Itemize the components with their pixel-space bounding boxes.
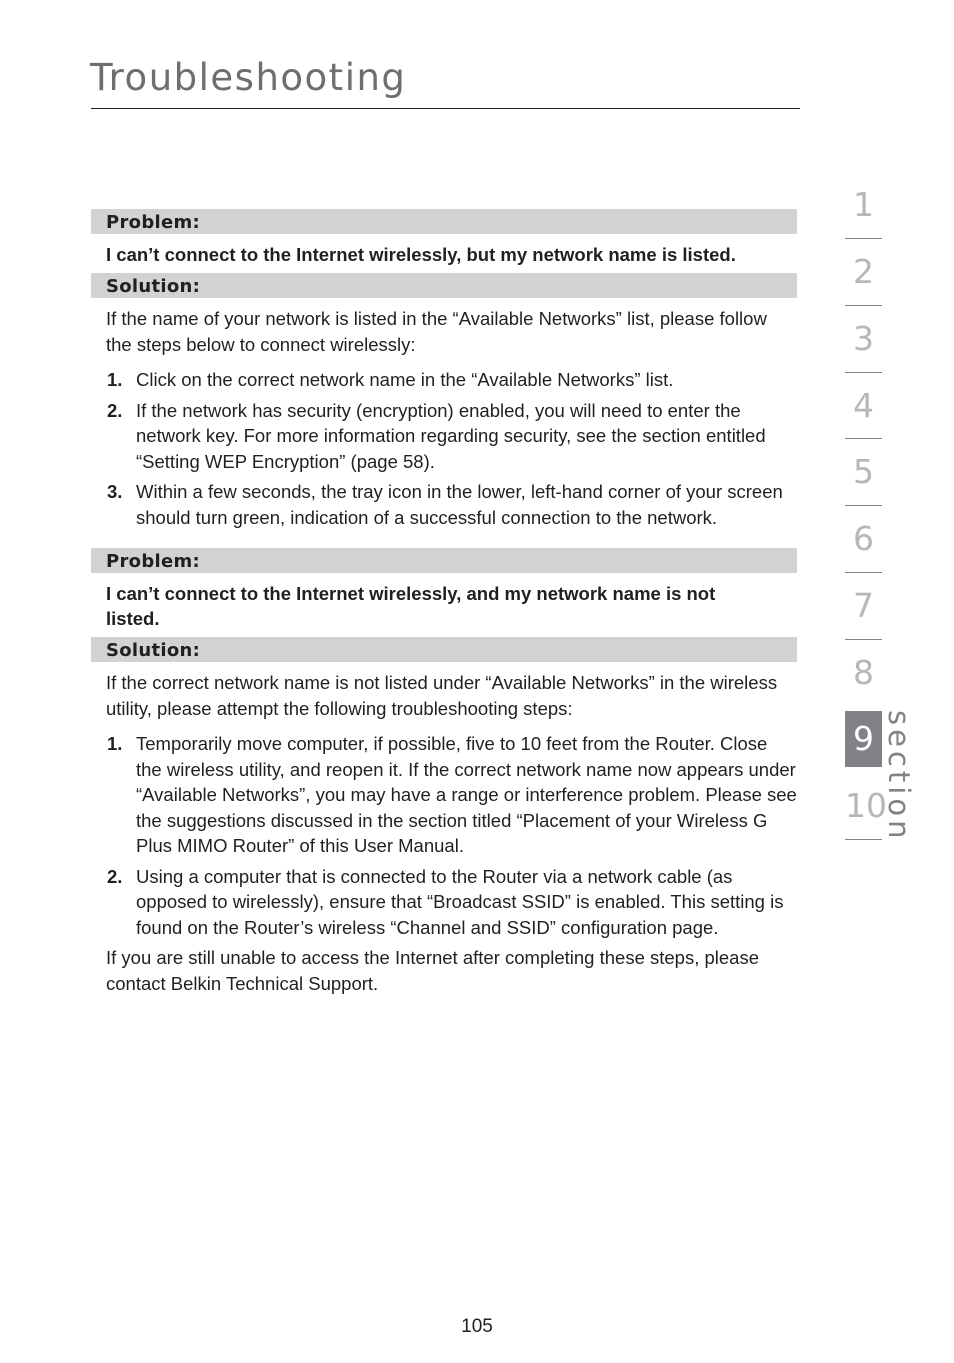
solution-heading: Solution: [91,273,797,298]
section-number-10[interactable]: 10 [845,786,887,825]
section-divider [845,438,882,439]
problem-statement: I can’t connect to the Internet wirelessly, but my network name is listed. [106,244,736,265]
section-number-7[interactable]: 7 [853,586,874,625]
page-title: Troubleshooting [90,56,407,99]
step-number: 2. [107,865,123,887]
title-divider [91,108,800,109]
step-text: Within a few seconds, the tray icon in the lower, left-hand corner of your screen should turn green, indication of a successful connection to the network. [136,481,783,528]
section-number-6[interactable]: 6 [853,519,874,558]
step-item [91,398,797,475]
section-number-3[interactable]: 3 [853,319,874,358]
problem-statement: I can’t connect to the Internet wirelessly, and my network name is not listed. [106,583,716,629]
step-text: If the network has security (encryption) enabled, you will need to enter the network key. For more information regarding security, see the section entitled “Setting WEP Encryption” (page 58). [136,399,766,472]
section-number-5[interactable]: 5 [853,452,874,491]
solution-heading: Solution: [91,637,797,662]
section-label: section [882,710,916,843]
section-divider [845,372,882,373]
section-number-9-active[interactable]: 9 [845,711,882,767]
step-text: Click on the correct network name in the “Available Networks” list. [136,369,674,390]
solution-steps [91,367,797,530]
step-item [91,367,797,393]
step-item [91,864,797,941]
section-divider [845,238,882,239]
page-number: 105 [461,1316,493,1337]
step-number: 1. [107,369,123,390]
closing-paragraph: If you are still unable to access the Internet after completing these steps, please contact Belkin Technical Support. [106,947,760,994]
section-divider [845,572,882,573]
main-content [91,209,797,996]
step-item [91,479,797,530]
section-number-4[interactable]: 4 [853,386,874,425]
section-number-1[interactable]: 1 [853,185,874,224]
section-number-2[interactable]: 2 [853,252,874,291]
section-divider [845,839,882,840]
section-divider [845,305,882,306]
problem-heading: Problem: [91,548,797,573]
solution-steps [91,731,797,940]
step-text: Temporarily move computer, if possible, five to 10 feet from the Router. Close the wireless utility, and reopen it. If the correct network name now appears under “Available Networks”, you may have a range or interference problem. Please see the suggestions discussed in the section titled “Placement of your Wireless G Plus MIMO Router” of this User Manual. [136,733,797,856]
section-divider [845,505,882,506]
problem-heading: Problem: [91,209,797,234]
section-divider [845,639,882,640]
step-number: 1. [107,733,123,754]
step-number: 3. [107,481,123,502]
step-text: Using a computer that is connected to the Router via a network cable (as opposed to wirelessly), ensure that “Broadcast SSID” is enabled. This setting is found on the Router’s wireless “Channel and SSID” configuration page. [136,865,784,938]
section-number-8[interactable]: 8 [853,653,874,692]
solution-intro: If the name of your network is listed in the “Available Networks” list, please follow the steps below to connect wirelessly: [106,308,767,355]
step-number: 2. [107,399,123,421]
solution-intro: If the correct network name is not listed under “Available Networks” in the wireless utility, please attempt the following troubleshooting steps: [106,672,778,719]
step-item [91,731,797,859]
